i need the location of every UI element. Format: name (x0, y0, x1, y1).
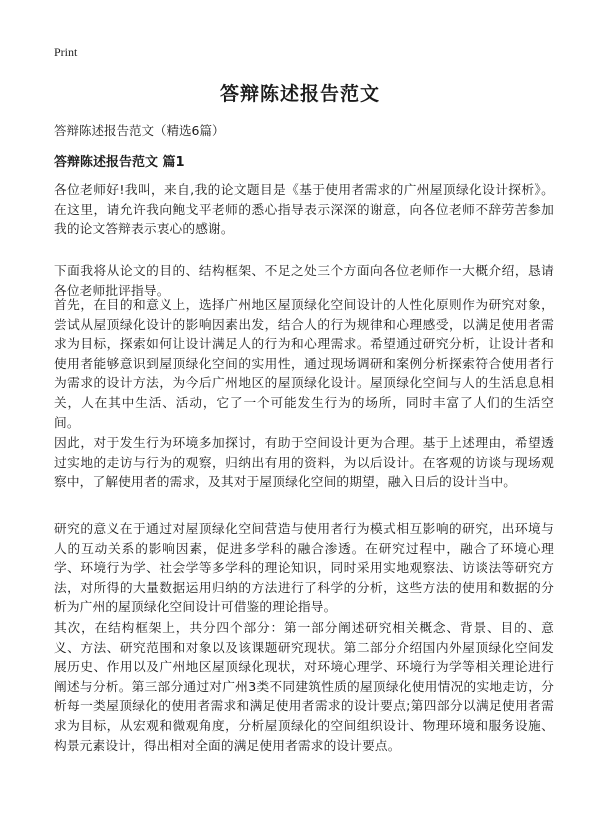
section-heading: 答辩陈述报告范文 篇1 (54, 155, 185, 170)
paragraph-reasoning: 因此，对于发生行为环境多加探讨，有助于空间设计更为合理。基于上述理由，希望透过实地的走访与行为的观察，归纳出有用的资料，为以后设计。在客观的访谈与现场观察中，了解使用者的需求，及其对于屋顶绿化空间的期望，融入日后的设计当中。 (54, 435, 554, 490)
page-title: 答辩陈述报告范文 (219, 83, 380, 105)
print-link[interactable]: Print (54, 45, 78, 59)
paragraph-significance: 研究的意义在于通过对屋顶绿化空间营造与使用者行为模式相互影响的研究，出环境与人的互动关系的影响因素，促进多学科的融合渗透。在研究过程中，融合了环境心理学、环境行为学、社会学等多学科的理论知识，同时采用实地观察法、访谈法等研究方法，对所得的大量数据运用归纳的方法进行了科学的分析，这些方法的使用和数据的分析为广州的屋顶绿化空间设计可借鉴的理论指导。 (54, 521, 554, 615)
document-subtitle: 答辩陈述报告范文（精选6篇） (54, 123, 225, 138)
paragraph-structure: 其次，在结构框架上，共分四个部分：第一部分阐述研究相关概念、背景、目的、意义、方法、研究范围和对象以及该课题研究现状。第二部分介绍国内外屋顶绿化空间发展历史、作用以及广州地区屋顶绿化现状，对环境心理学、环境行为学等相关理论进行阐述与分析。第三部分通过对广州3类不同建筑性质的屋顶绿化使用情况的实地走访，分析每一类屋顶绿化的使用者需求和满足使用者需求的设计要点;第四部分以满足使用者需求为目标，从宏观和微观角度，分析屋顶绿化的空间组织设计、物理环境和服务设施、构景元素设计，得出相对全面的满足使用者需求的设计要点。 (54, 620, 554, 753)
paragraph-purpose: 首先，在目的和意义上，选择广州地区屋顶绿化空间设计的人性化原则作为研究对象，尝试从屋顶绿化设计的影响因素出发，结合人的行为规律和心理感受，以满足使用者需求为目标，探索如何让设计满足人的行为和心理需求。希望通过研究分析，让设计者和使用者能够意识到屋顶绿化空间的实用性，通过现场调研和案例分析探索符合使用者行为需求的设计方法，为今后广州地区的屋顶绿化设计。屋顶绿化空间与人的生活息息相关，人在其中生活、活动，它了一个可能发生行为的场所，同时丰富了人们的生活空间。 (54, 297, 554, 430)
paragraph-outline: 下面我将从论文的目的、结构框架、不足之处三个方面向各位老师作一大概介绍，恳请各位老师批评指导。 (54, 263, 554, 298)
paragraph-greeting: 各位老师好!我叫，来自,我的论文题目是《基于使用者需求的广州屋顶绿化设计探析》。在这里，请允许我向鲍戈平老师的悉心指导表示深深的谢意，向各位老师不辞劳苦参加我的论文答辩表示衷心的感谢。 (54, 182, 554, 237)
